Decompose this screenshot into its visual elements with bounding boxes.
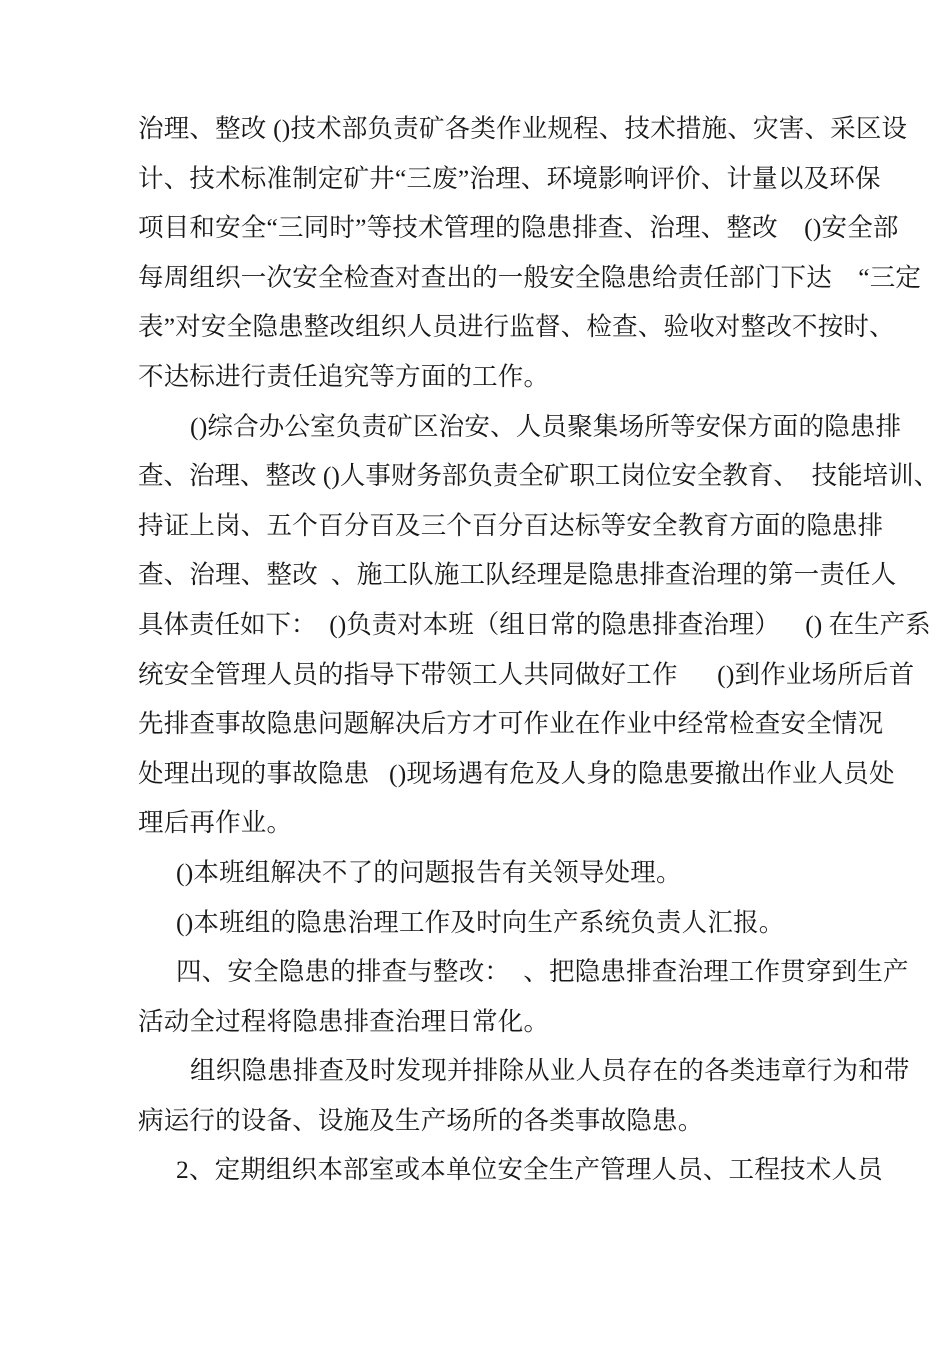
document-line: ()综合办公室负责矿区治安、人员聚集场所等安保方面的隐患排 [190,411,902,441]
document-line: 具体责任如下： ()负责对本班（组日常的隐患排查治理） () 在生产系 [138,609,931,639]
document-line: ()本班组解决不了的问题报告有关领导处理。 [176,857,682,887]
document-line: 查、治理、整改 ()人事财务部负责全矿职工岗位安全教育、 技能培训、 [138,461,940,491]
document-line: 每周组织一次安全检查对查出的一般安全隐患给责任部门下达 “三定 [138,262,922,292]
document-line: 治理、整改 ()技术部负责矿各类作业规程、技术措施、灾害、采区设 [138,114,908,143]
document-line: 持证上岗、五个百分百及三个百分百达标等安全教育方面的隐患排 [138,510,884,540]
document-line: 活动全过程将隐患排查治理日常化。 [138,1006,550,1036]
document-line: 表”对安全隐患整改组织人员进行监督、检查、验收对整改不按时、 [138,312,895,342]
document-line: 计、技术标准制定矿井“三废”治理、环境影响评价、计量以及环保 [138,163,881,193]
document-line: 组织隐患排查及时发现并排除从业人员存在的各类违章行为和带 [190,1056,910,1086]
document-line: 先排查事故隐患问题解决后方才可作业在作业中经常检查安全情况 [138,709,884,739]
document-line: ()本班组的隐患治理工作及时向生产系统负责人汇报。 [176,907,785,937]
document-line: 四、安全隐患的排查与整改： 、把隐患排查治理工作贯穿到生产 [176,957,909,987]
document-line: 项目和安全“三同时”等技术管理的隐患排查、治理、整改 ()安全部 [138,213,899,243]
document-line: 病运行的设备、设施及生产场所的各类事故隐患。 [138,1105,704,1135]
document-text-body [138,104,940,1195]
document-line: 查、治理、整改 、施工队施工队经理是隐患排查治理的第一责任人 [138,560,897,590]
document-line: 处理出现的事故隐患 ()现场遇有危及人身的隐患要撤出作业人员处 [138,758,895,788]
document-line: 2、定期组织本部室或本单位安全生产管理人员、工程技术人员 [176,1155,883,1185]
document-line: 统安全管理人员的指导下带领工人共同做好工作 ()到作业场所后首 [138,659,915,689]
document-line: 理后再作业。 [138,808,293,838]
document-line: 不达标进行责任追究等方面的工作。 [138,361,550,391]
